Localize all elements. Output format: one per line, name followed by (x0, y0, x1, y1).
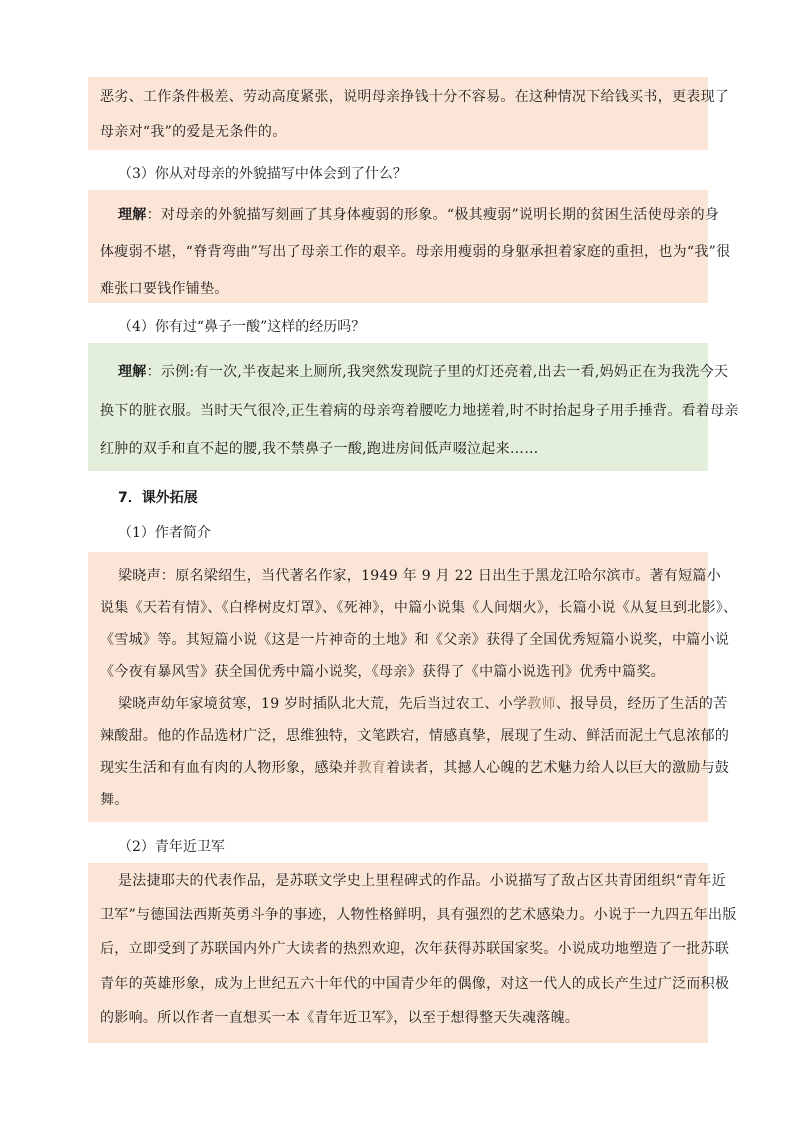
text-line: 《今夜有暴风雪》获全国优秀中篇小说奖，《母亲》获得了《中篇小说选刊》优秀中篇奖。 (100, 664, 665, 680)
author-intro-box (88, 552, 738, 822)
text-line: 换下的脏衣服。当时天气很冷,正生着病的母亲弯着腰吃力地搓着,时不时抬起身子用手捶背。看着母亲 (100, 403, 739, 419)
text-line: 说集《天若有情》、《白桦树皮灯罩》、《死神》，中篇小说集《人间烟火》，长篇小说《从复旦到北影》、 (100, 600, 738, 616)
text-line: 母亲对“我”的爱是无条件的。 (100, 124, 287, 140)
question-4: （4）你有过“鼻子一酸”这样的经历吗？ (118, 319, 366, 335)
text-line: 舞。 (100, 792, 129, 808)
text-line: 后，立即受到了苏联国内外广大读者的热烈欢迎，次年获得苏联国家奖。小说成功地塑造了一批苏联 (100, 941, 730, 957)
text-line: 难张口要钱作铺垫。 (100, 281, 229, 297)
answer-box-continued (88, 77, 730, 150)
question-3: （3）你从对母亲的外貌描写中体会到了什么？ (118, 166, 407, 182)
text-line: 梁晓声幼年家境贫寒，19 岁时插队北大荒，先后当过农工、小学教师、报导员，经历了生活的苦 (118, 696, 728, 712)
text-line: 青年的英雄形象，成为上世纪五六十年代的中国青少年的偶像，对这一代人的成长产生过广泛而积极 (100, 976, 730, 992)
text-line: 梁晓声：原名梁绍生，当代著名作家，1949 年 9 月 22 日出生于黑龙江哈尔滨市。著有短篇小 (118, 568, 721, 584)
subheading-young-guard: （2）青年近卫军 (118, 839, 225, 855)
young-guard-box (88, 863, 737, 1043)
text-line: 体瘦弱不堪，“脊背弯曲”写出了母亲工作的艰辛。母亲用瘦弱的身躯承担着家庭的重担，也为“我”很 (100, 244, 731, 260)
answer-label: 理解 (118, 207, 147, 223)
teacher-link[interactable]: 教师 (527, 696, 556, 712)
section-heading-7: 7．课外拓展 (118, 490, 198, 506)
education-link[interactable]: 教育 (357, 760, 387, 776)
text-line: 卫军”与德国法西斯英勇斗争的事迹，人物性格鲜明，具有强烈的艺术感染力。小说于一九四五年出版 (100, 907, 737, 923)
answer-box-4 (88, 343, 739, 471)
text-line: 《雪城》等。其短篇小说《这是一片神奇的土地》和《父亲》获得了全国优秀短篇小说奖，中篇小说 (100, 632, 730, 648)
text-line: 现实生活和有血有肉的人物形象，感染并教育着读者，其撼人心魄的艺术魅力给人以巨大的激励与鼓 (100, 760, 730, 776)
text-line: 理解：示例:有一次,半夜起来上厕所,我突然发现院子里的灯还亮着,出去一看,妈妈正在为我洗今天 (118, 364, 729, 380)
text-line: 的影响。所以作者一直想买一本《青年近卫军》，以至于想得整天失魂落魄。 (100, 1010, 580, 1026)
answer-box-3 (88, 190, 731, 303)
text-line: 理解：对母亲的外貌描写刻画了其身体瘦弱的形象。“极其瘦弱”说明长期的贫困生活使母亲的身 (118, 207, 720, 223)
text-line: 恶劣、工作条件极差、劳动高度紧张，说明母亲挣钱十分不容易。在这种情况下给钱买书，更表现了 (100, 89, 730, 105)
text-line: 是法捷耶夫的代表作品，是苏联文学史上里程碑式的作品。小说描写了敌占区共青团组织“青年近 (118, 873, 727, 889)
text-line: 辣酸甜。他的作品选材广泛，思维独特，文笔跌宕，情感真挚，展现了生动、鲜活而泥土气息浓郁的 (100, 728, 730, 744)
answer-label: 理解 (118, 364, 147, 380)
text-line: 红肿的双手和直不起的腰,我不禁鼻子一酸,跑进房间低声啜泣起来…… (100, 441, 539, 457)
subheading-author-intro: （1）作者简介 (118, 525, 211, 541)
